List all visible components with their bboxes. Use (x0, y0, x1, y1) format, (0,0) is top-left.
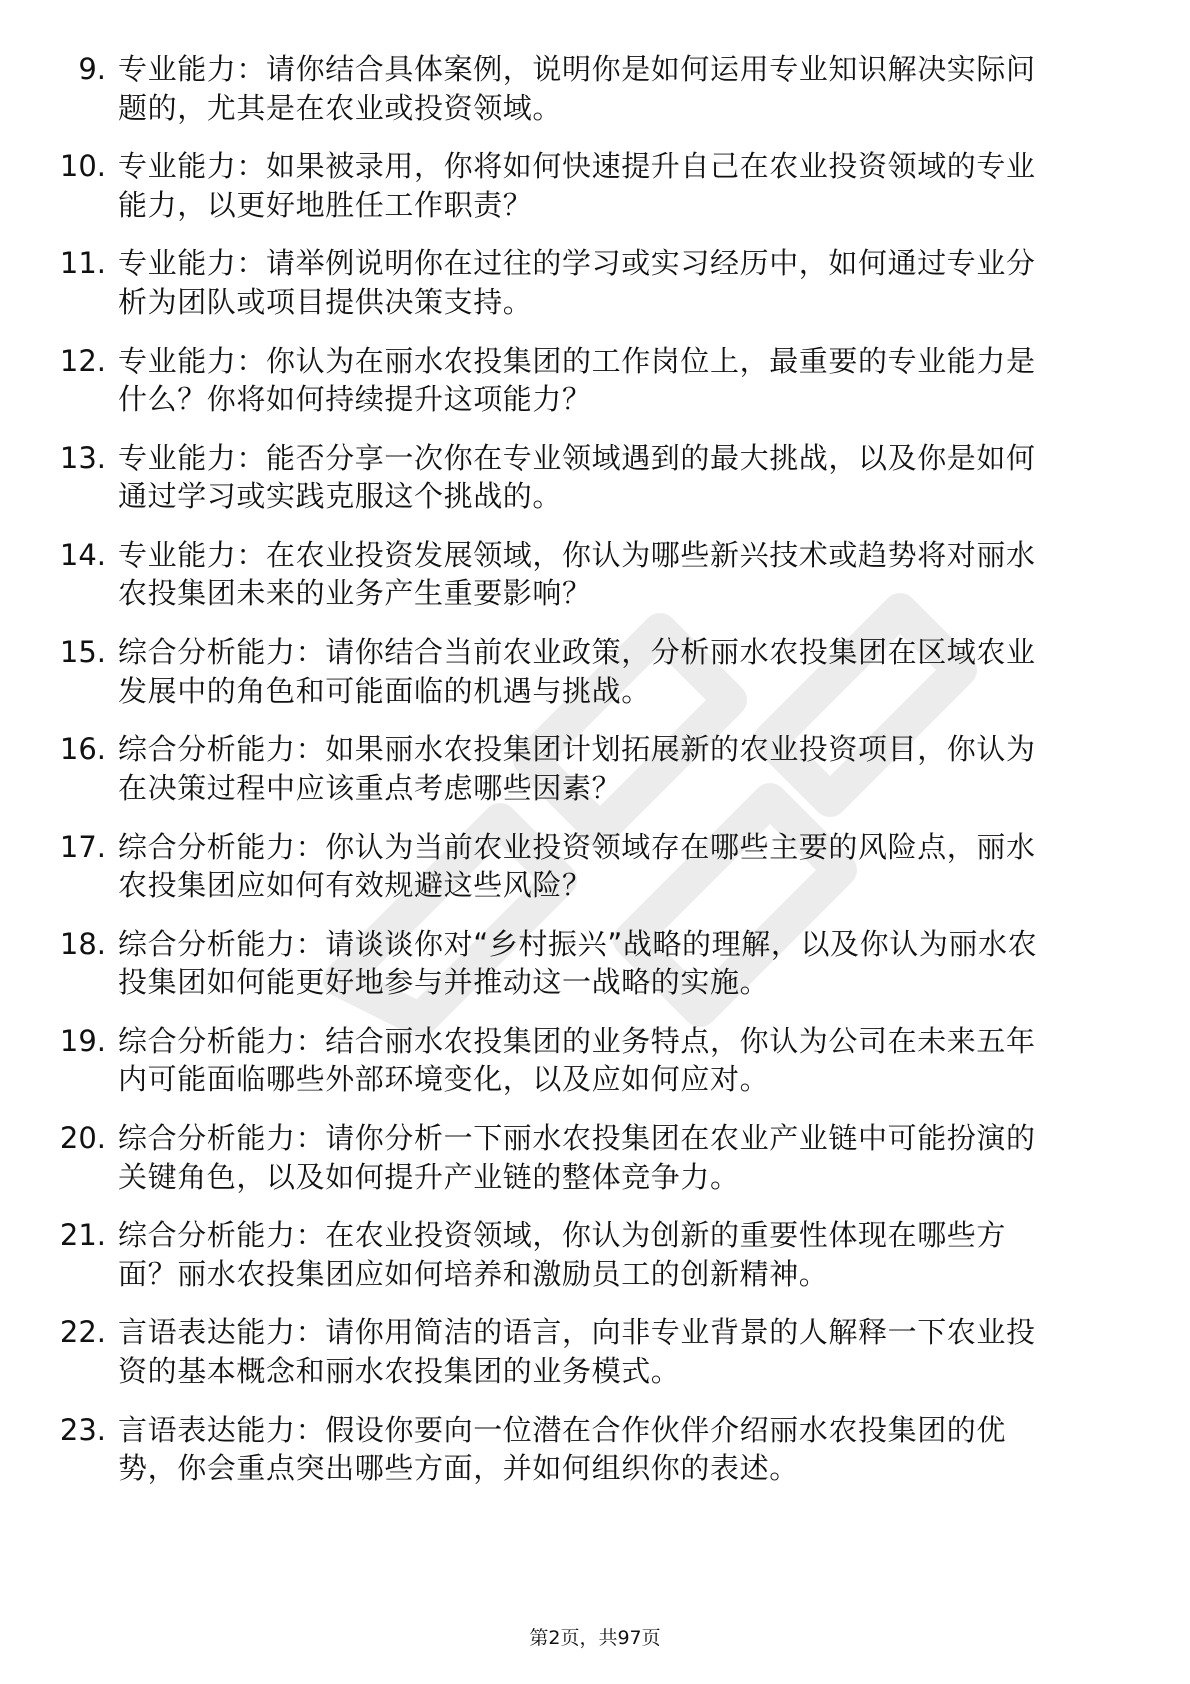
question-number: 14. (59, 537, 106, 572)
question-number: 19. (59, 1023, 106, 1058)
question-text: 综合分析能力：请你分析一下丽水农投集团在农业产业链中可能扮演的关键角色，以及如何提升产业链的整体竞争力。 (118, 1121, 1036, 1194)
list-item (40, 730, 1100, 807)
question-text: 专业能力：请你结合具体案例，说明你是如何运用专业知识解决实际问题的，尤其是在农业或投资领域。 (118, 52, 1036, 125)
question-text: 综合分析能力：请谈谈你对“乡村振兴”战略的理解，以及你认为丽水农投集团如何能更好地参与并推动这一战略的实施。 (118, 926, 1038, 1000)
question-text: 专业能力：能否分享一次你在专业领域遇到的最大挑战，以及你是如何通过学习或实践克服这个挑战的。 (118, 440, 1036, 514)
list-item (40, 536, 1100, 613)
question-list (40, 50, 1100, 1508)
question-text: 综合分析能力：在农业投资领域，你认为创新的重要性体现在哪些方面？丽水农投集团应如何培养和激励员工的创新精神。 (118, 1218, 1007, 1291)
question-number: 12. (59, 343, 106, 378)
question-number: 10. (59, 149, 106, 184)
question-number: 22. (59, 1315, 106, 1350)
question-number: 16. (59, 732, 106, 767)
question-text: 综合分析能力：请你结合当前农业政策，分析丽水农投集团在区域农业发展中的角色和可能面临的机遇与挑战。 (118, 635, 1036, 708)
question-number: 17. (59, 829, 106, 864)
question-text: 综合分析能力：结合丽水农投集团的业务特点，你认为公司在未来五年内可能面临哪些外部环境变化，以及应如何应对。 (118, 1023, 1036, 1097)
question-number: 18. (59, 926, 106, 961)
list-item (40, 1313, 1100, 1390)
question-text: 专业能力：请举例说明你在过往的学习或实习经历中，如何通过专业分析为团队或项目提供决策支持。 (118, 246, 1036, 319)
list-item (40, 925, 1100, 1002)
question-number: 20. (59, 1121, 106, 1156)
list-item (40, 147, 1100, 224)
list-item (40, 1119, 1100, 1196)
page-footer (0, 1623, 1190, 1650)
question-number: 13. (59, 440, 106, 475)
list-item (40, 342, 1100, 419)
list-item (40, 1411, 1100, 1488)
question-text: 专业能力：在农业投资发展领域，你认为哪些新兴技术或趋势将对丽水农投集团未来的业务产生重要影响？ (118, 537, 1036, 611)
list-item (40, 1022, 1100, 1099)
list-item (40, 50, 1100, 127)
list-item (40, 244, 1100, 321)
question-text: 综合分析能力：你认为当前农业投资领域存在哪些主要的风险点，丽水农投集团应如何有效规避这些风险？ (118, 829, 1036, 902)
question-number: 23. (59, 1412, 106, 1447)
question-number: 9. (78, 52, 106, 86)
list-item (40, 439, 1100, 516)
page-number: 第2页，共97页 (529, 1627, 661, 1649)
question-text: 专业能力：你认为在丽水农投集团的工作岗位上，最重要的专业能力是什么？你将如何持续提升这项能力？ (118, 343, 1036, 417)
question-text: 言语表达能力：假设你要向一位潜在合作伙伴介绍丽水农投集团的优势，你会重点突出哪些方面，并如何组织你的表述。 (118, 1412, 1007, 1486)
question-number: 21. (59, 1218, 106, 1253)
question-text: 言语表达能力：请你用简洁的语言，向非专业背景的人解释一下农业投资的基本概念和丽水农投集团的业务模式。 (118, 1315, 1036, 1388)
list-item (40, 633, 1100, 710)
question-number: 15. (59, 635, 106, 670)
question-text: 专业能力：如果被录用，你将如何快速提升自己在农业投资领域的专业能力，以更好地胜任工作职责？ (118, 149, 1036, 222)
question-number: 11. (59, 246, 106, 281)
list-item (40, 828, 1100, 905)
list-item (40, 1216, 1100, 1293)
question-text: 综合分析能力：如果丽水农投集团计划拓展新的农业投资项目，你认为在决策过程中应该重点考虑哪些因素？ (118, 732, 1036, 805)
